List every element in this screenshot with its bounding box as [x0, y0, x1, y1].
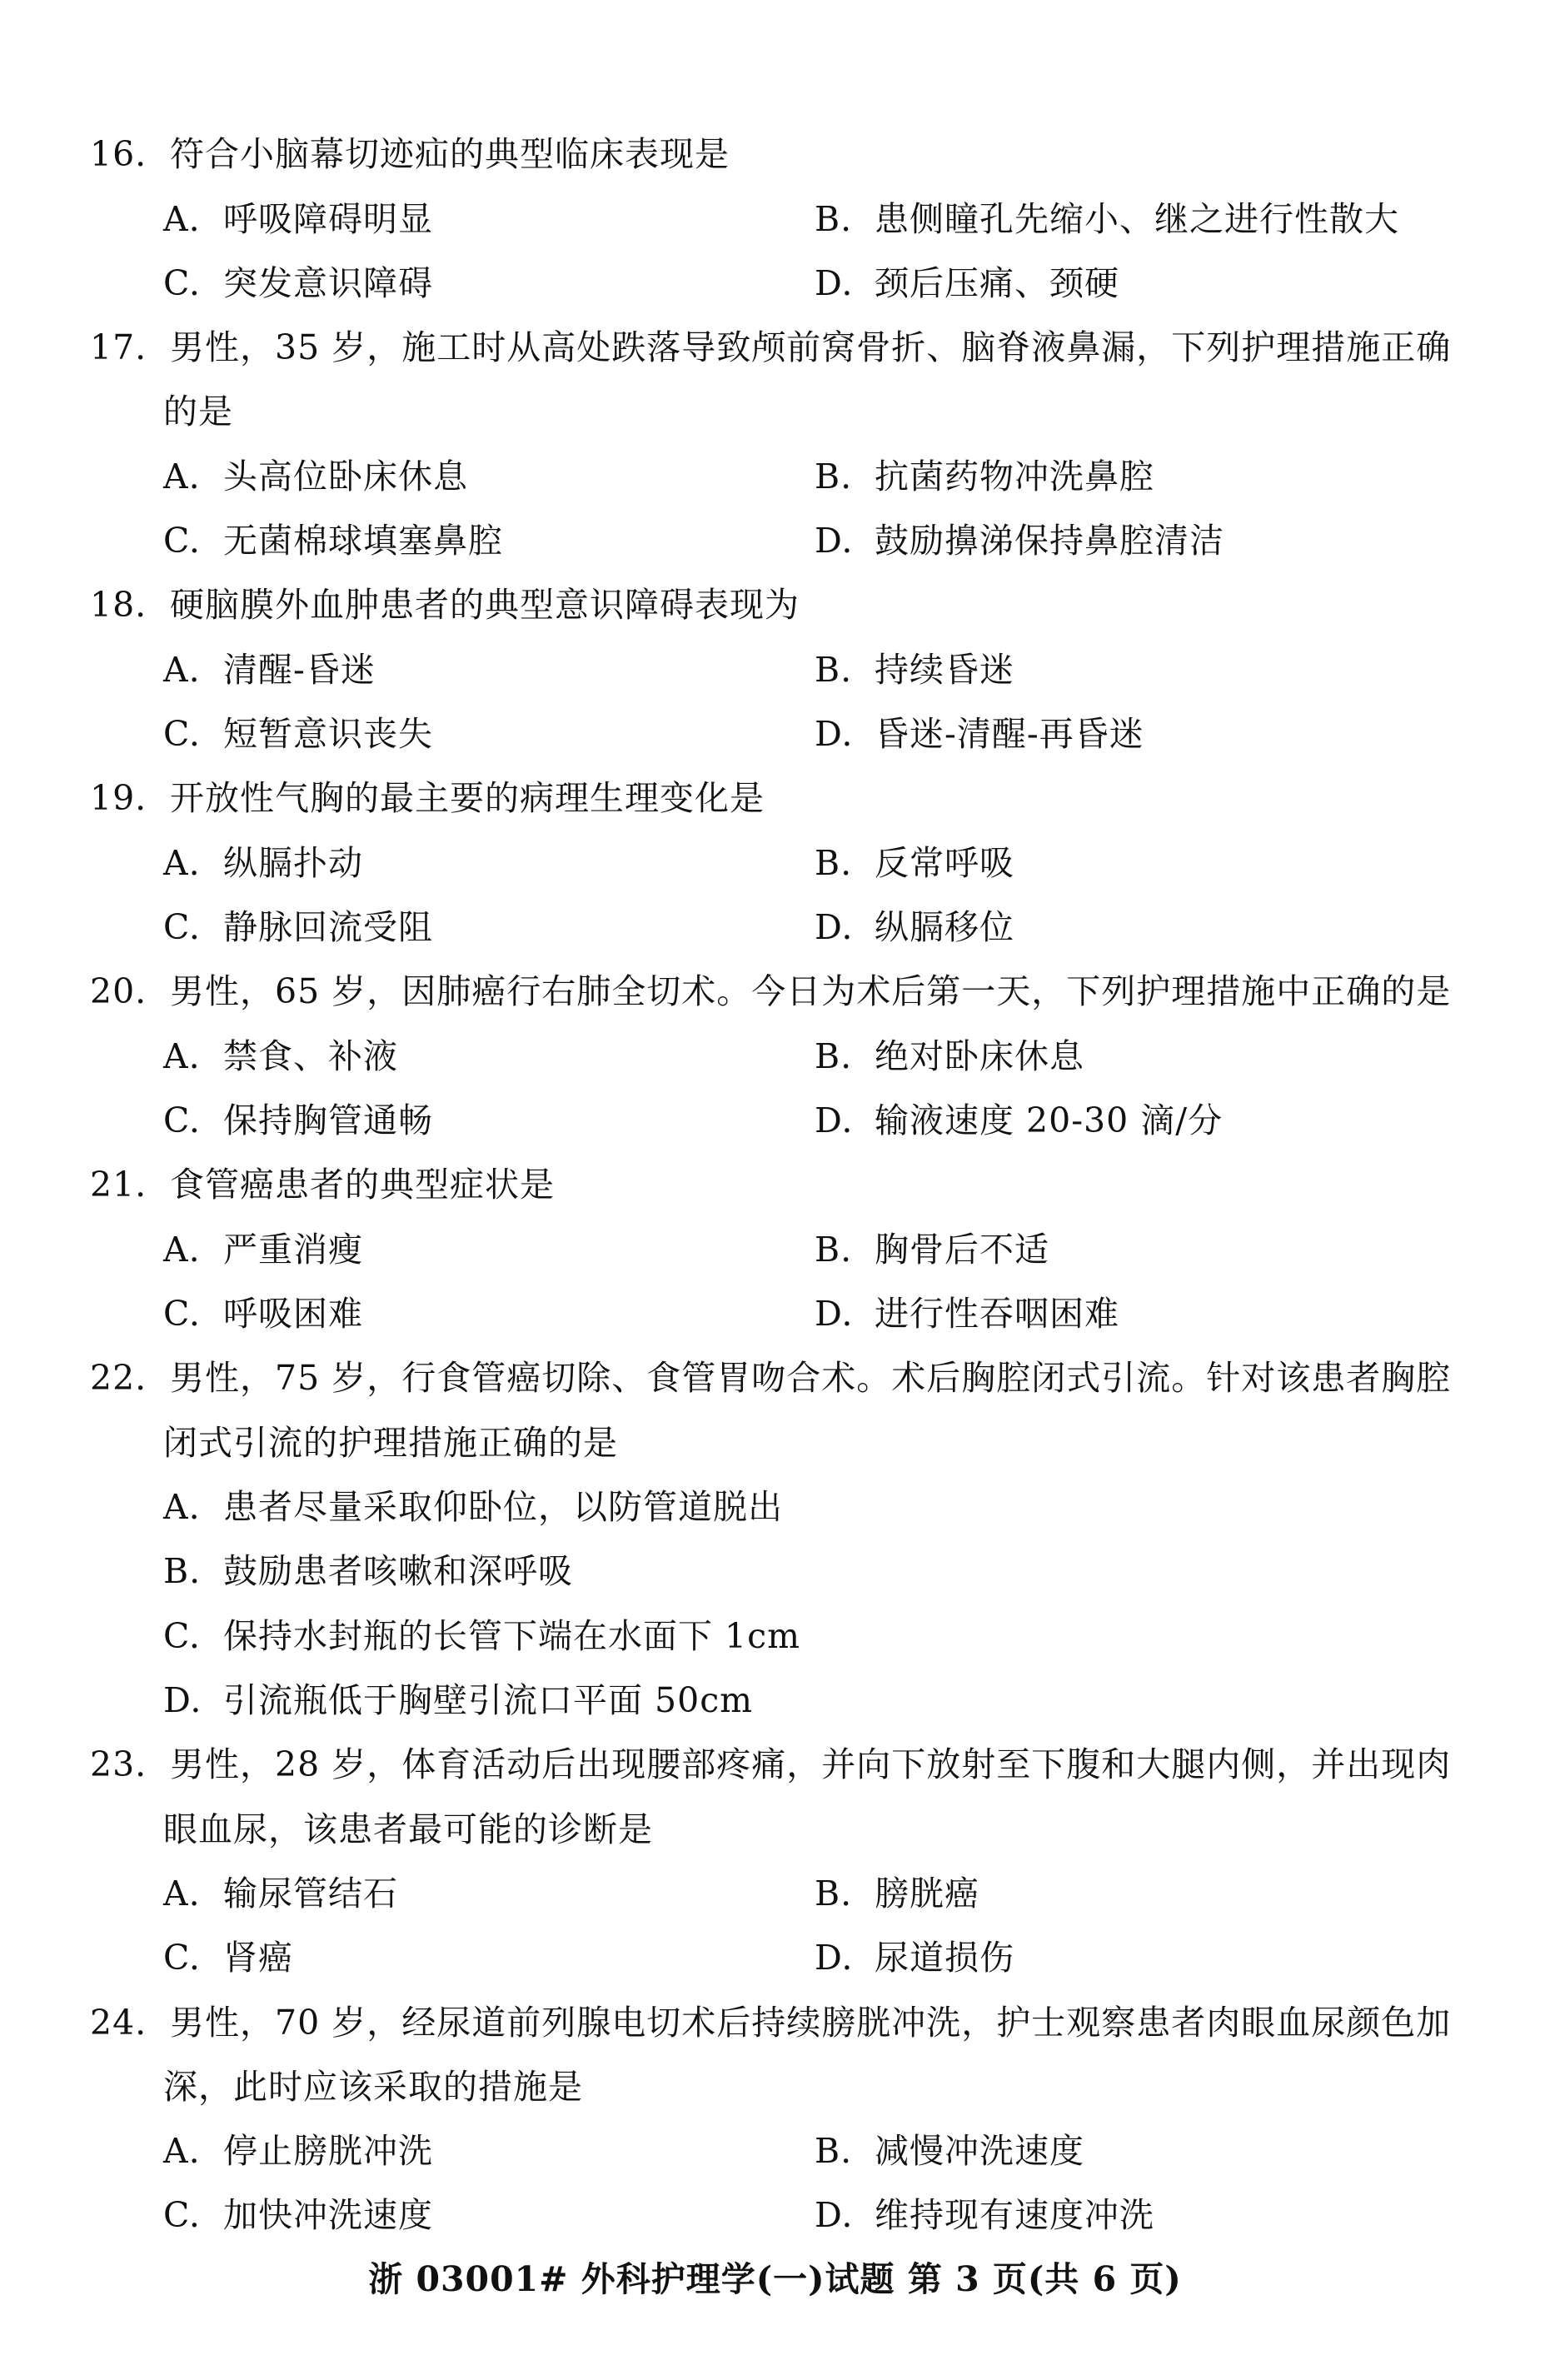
question-text: 硬脑膜外血肿患者的典型意识障碍表现为: [170, 585, 800, 625]
question-text-continued: 深，此时应该采取的措施是: [163, 2067, 583, 2107]
question-number: 18.: [90, 585, 147, 625]
option-d: D. 鼓励擤涕保持鼻腔清洁: [815, 521, 1224, 561]
question-text: 开放性气胸的最主要的病理生理变化是: [170, 778, 765, 818]
option-d: D. 进行性吞咽困难: [815, 1294, 1119, 1334]
option-a: A. 头高位卧床休息: [163, 457, 468, 496]
option-c: C. 肾癌: [163, 1938, 293, 1978]
question-text: 符合小脑幕切迹疝的典型临床表现是: [170, 134, 730, 174]
option-c: C. 无菌棉球填塞鼻腔: [163, 521, 503, 561]
question-stem: [90, 1160, 555, 1210]
question-stem: [90, 966, 1451, 1016]
option-c: C. 短暂意识丧失: [163, 714, 433, 754]
option-d: D. 维持现有速度冲洗: [815, 2195, 1154, 2235]
question-stem: [90, 322, 1451, 372]
question-text: 男性，70 岁，经尿道前列腺电切术后持续膀胱冲洗，护士观察患者肉眼血尿颜色加: [170, 2003, 1452, 2043]
option-d: D. 颈后压痛、颈硬: [815, 263, 1119, 303]
option-a: A. 清醒-昏迷: [163, 650, 376, 690]
option-a: A. 严重消瘦: [163, 1230, 363, 1270]
question-stem: [90, 1353, 1451, 1403]
question-number: 23.: [90, 1744, 147, 1784]
question-stem: [90, 129, 730, 179]
option-c: C. 加快冲洗速度: [163, 2195, 433, 2235]
question-text-continued: 闭式引流的护理措施正确的是: [163, 1423, 618, 1463]
question-stem: [90, 1739, 1451, 1789]
question-number: 17.: [90, 327, 147, 367]
question-stem: [90, 580, 800, 630]
question-text: 男性，75 岁，行食管癌切除、食管胃吻合术。术后胸腔闭式引流。针对该患者胸腔: [170, 1358, 1452, 1398]
option-c: C. 保持胸管通畅: [163, 1100, 433, 1140]
question-number: 20.: [90, 971, 147, 1011]
option-a: A. 输尿管结石: [163, 1874, 398, 1913]
option-b: B. 减慢冲洗速度: [815, 2131, 1084, 2171]
question-text-continued: 眼血尿，该患者最可能的诊断是: [163, 1809, 653, 1849]
question-number: 16.: [90, 134, 147, 174]
option-a: A. 停止膀胱冲洗: [163, 2131, 433, 2171]
question-number: 21.: [90, 1165, 147, 1205]
option-b: B. 抗菌药物冲洗鼻腔: [815, 457, 1154, 496]
option-a: A. 纵膈扑动: [163, 843, 363, 883]
question-text: 食管癌患者的典型症状是: [170, 1165, 555, 1205]
option-b: B. 反常呼吸: [815, 843, 1014, 883]
option-a: A. 患者尽量采取仰卧位，以防管道脱出: [163, 1487, 783, 1527]
option-c: C. 静脉回流受阻: [163, 907, 433, 947]
option-b: B. 胸骨后不适: [815, 1230, 1049, 1270]
question-text: 男性，65 岁，因肺癌行右肺全切术。今日为术后第一天，下列护理措施中正确的是: [170, 971, 1452, 1011]
question-number: 19.: [90, 778, 147, 818]
option-c: C. 保持水封瓶的长管下端在水面下 1cm: [163, 1616, 800, 1656]
option-c: C. 突发意识障碍: [163, 263, 433, 303]
option-a: A. 呼吸障碍明显: [163, 199, 433, 239]
question-stem: [90, 773, 765, 823]
option-b: B. 鼓励患者咳嗽和深呼吸: [163, 1551, 573, 1591]
question-stem: [90, 1998, 1451, 2048]
question-text-continued: 的是: [163, 392, 233, 432]
question-number: 24.: [90, 2003, 147, 2043]
option-c: C. 呼吸困难: [163, 1294, 363, 1334]
question-text: 男性，35 岁，施工时从高处跌落导致颅前窝骨折、脑脊液鼻漏，下列护理措施正确: [170, 327, 1452, 367]
option-d: D. 输液速度 20-30 滴/分: [815, 1100, 1224, 1140]
option-d: D. 引流瓶低于胸壁引流口平面 50cm: [163, 1680, 754, 1720]
question-text: 男性，28 岁，体育活动后出现腰部疼痛，并向下放射至下腹和大腿内侧，并出现肉: [170, 1744, 1452, 1784]
option-b: B. 绝对卧床休息: [815, 1036, 1084, 1076]
option-a: A. 禁食、补液: [163, 1036, 398, 1076]
option-d: D. 纵膈移位: [815, 907, 1014, 947]
option-d: D. 尿道损伤: [815, 1938, 1014, 1978]
option-b: B. 患侧瞳孔先缩小、继之进行性散大: [815, 199, 1399, 239]
option-b: B. 持续昏迷: [815, 650, 1014, 690]
option-b: B. 膀胱癌: [815, 1874, 979, 1913]
question-number: 22.: [90, 1358, 147, 1398]
page-footer: 浙 03001# 外科护理学(一)试题 第 3 页(共 6 页): [368, 2259, 1182, 2299]
option-d: D. 昏迷-清醒-再昏迷: [815, 714, 1144, 754]
